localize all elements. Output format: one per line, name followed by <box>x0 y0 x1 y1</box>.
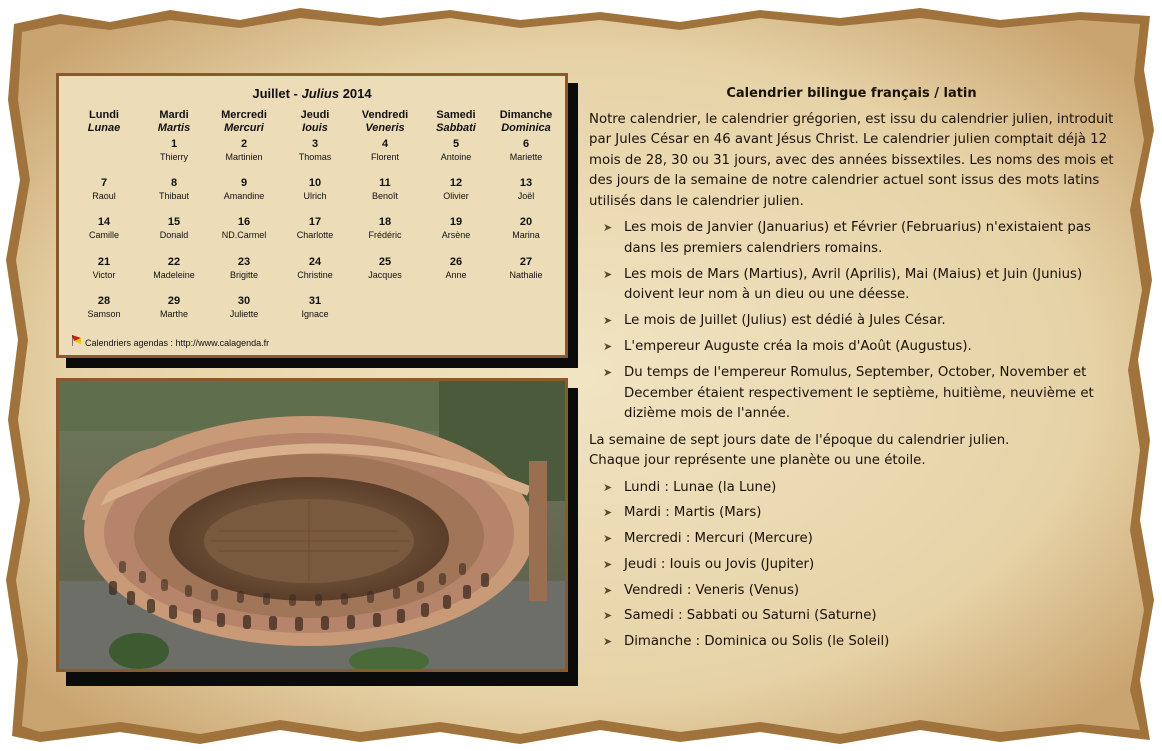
month-list <box>603 218 1114 425</box>
day-number: 15 <box>167 216 181 228</box>
week-line-2: Chaque jour représente une planète ou une étoile. <box>589 453 926 468</box>
day-number: 23 <box>237 256 251 268</box>
day-number: 6 <box>522 138 530 150</box>
day-number: 28 <box>97 295 111 307</box>
day-cell <box>208 256 280 281</box>
day-number: 21 <box>97 256 111 268</box>
arrow-bullet-icon: ➤ <box>603 557 613 571</box>
day-cell <box>68 177 140 202</box>
day-cell <box>279 256 351 281</box>
day-number: 3 <box>311 138 319 150</box>
saint-name: Florent <box>370 152 399 162</box>
arrow-bullet-icon: ➤ <box>603 314 613 327</box>
day-number: 29 <box>167 295 181 307</box>
day-cell <box>349 256 421 281</box>
day-list-item-text: Mercredi : Mercuri (Mercure) <box>624 531 813 547</box>
weekday-latin: Martis <box>157 122 191 134</box>
day-number: 4 <box>381 138 389 150</box>
weekday-header <box>68 109 140 135</box>
saint-name: Arsène <box>441 230 471 240</box>
weekday-header <box>349 109 421 135</box>
day-cell <box>68 256 140 281</box>
day-list-item-text: Mardi : Martis (Mars) <box>624 505 762 521</box>
day-cell <box>490 177 562 202</box>
calendar-frame <box>56 73 568 358</box>
day-cell <box>208 177 280 202</box>
calendar-title-year: 2014 <box>342 86 372 101</box>
day-list-item <box>603 555 1114 576</box>
day-cell <box>208 295 280 320</box>
saint-name: Olivier <box>443 191 469 201</box>
day-number: 12 <box>449 177 463 189</box>
day-cell <box>490 256 562 281</box>
saint-name: Marina <box>512 230 540 240</box>
day-cell <box>138 295 210 320</box>
arrow-bullet-icon: ➤ <box>603 532 613 546</box>
saint-name: Antoine <box>440 152 472 162</box>
day-number: 5 <box>452 138 460 150</box>
saint-name: Jacques <box>368 270 402 280</box>
calendar-title-month: Juillet - <box>252 86 298 101</box>
day-list-item <box>603 503 1114 524</box>
day-cell <box>68 295 140 320</box>
weekday-fr: Mardi <box>159 109 189 121</box>
saint-name: Thomas <box>298 152 332 162</box>
day-cell <box>279 138 351 163</box>
saint-name: Mariette <box>509 152 543 162</box>
day-cell <box>420 177 492 202</box>
saint-name: ND.Carmel <box>221 230 267 240</box>
weekday-header <box>279 109 351 135</box>
day-number: 1 <box>170 138 178 150</box>
arrow-bullet-icon: ➤ <box>603 506 613 520</box>
day-list-item <box>603 632 1114 653</box>
weekday-latin: Lunae <box>87 122 121 134</box>
day-number: 27 <box>519 256 533 268</box>
month-list-item-text: Du temps de l'empereur Romulus, September, October, November et December étaient respectivement le septième, huitième, neuvième et dizième mois de l'année. <box>624 365 1094 421</box>
saint-name: Anne <box>445 270 467 280</box>
day-cell <box>138 256 210 281</box>
day-number: 19 <box>449 216 463 228</box>
saint-name: Ulrich <box>303 191 327 201</box>
saint-name: Marthe <box>159 309 188 319</box>
day-cell <box>279 177 351 202</box>
day-cell <box>279 295 351 320</box>
day-number: 14 <box>97 216 111 228</box>
saint-name: Christine <box>297 270 333 280</box>
day-cell <box>279 216 351 241</box>
saint-name: Raoul <box>92 191 116 201</box>
day-cell <box>138 138 210 163</box>
day-cell <box>138 177 210 202</box>
weekday-latin: Veneris <box>365 122 405 134</box>
day-number: 10 <box>308 177 322 189</box>
day-cell <box>349 177 421 202</box>
day-number: 26 <box>449 256 463 268</box>
calagenda-flag-icon <box>72 335 82 346</box>
month-list-item-text: Les mois de Mars (Martius), Avril (Aprilis), Mai (Maius) et Juin (Junius) doivent leur nom à un dieu ou une déesse. <box>624 266 1083 302</box>
day-list-item <box>603 529 1114 550</box>
arrow-bullet-icon: ➤ <box>603 635 613 649</box>
day-list-item <box>603 478 1114 499</box>
day-number: 20 <box>519 216 533 228</box>
day-number: 16 <box>237 216 251 228</box>
article <box>589 84 1114 659</box>
day-number: 11 <box>379 177 391 189</box>
day-cell <box>349 216 421 241</box>
weekday-latin: Iouis <box>302 122 328 134</box>
day-cell <box>68 216 140 241</box>
weekday-header <box>490 109 562 135</box>
calendar-footer-link[interactable]: Calendriers agendas : http://www.calagenda.fr <box>85 338 270 348</box>
day-number: 24 <box>308 256 322 268</box>
week-line-1: La semaine de sept jours date de l'époque du calendrier julien. <box>589 432 1010 448</box>
day-number: 7 <box>100 177 108 189</box>
month-list-item <box>603 311 1114 332</box>
saint-name: Benoît <box>371 191 399 201</box>
day-number: 13 <box>519 177 533 189</box>
saint-name: Charlotte <box>296 230 334 240</box>
saint-name: Brigitte <box>229 270 258 280</box>
weekday-latin: Mercuri <box>224 122 264 134</box>
weekday-header <box>420 109 492 135</box>
day-cell <box>349 138 421 163</box>
month-list-item-text: Le mois de Juillet (Julius) est dédié à Jules César. <box>624 313 946 328</box>
day-number: 18 <box>378 216 392 228</box>
day-list-item <box>603 606 1114 627</box>
month-list-item <box>603 363 1114 425</box>
colosseum-image <box>56 378 568 672</box>
day-list <box>603 478 1114 653</box>
month-list-item <box>603 218 1114 259</box>
weekday-fr: Dimanche <box>499 109 553 121</box>
calendar-panel <box>56 73 568 358</box>
weekday-latin: Dominica <box>501 122 551 134</box>
weekday-header <box>208 109 280 135</box>
day-list-item-text: Vendredi : Veneris (Venus) <box>624 582 800 598</box>
weekday-fr: Mercredi <box>221 109 267 121</box>
weekday-fr: Vendredi <box>361 109 409 121</box>
saint-name: Samson <box>87 309 121 319</box>
day-list-item-text: Samedi : Sabbati ou Saturni (Saturne) <box>624 608 877 624</box>
month-list-item <box>603 337 1114 358</box>
saint-name: Madeleine <box>153 270 195 280</box>
saint-name: Camille <box>88 230 119 240</box>
arrow-bullet-icon: ➤ <box>603 583 613 597</box>
saint-name: Donald <box>159 230 189 240</box>
day-cell <box>208 138 280 163</box>
weekday-latin: Sabbati <box>436 122 476 134</box>
day-cell <box>490 216 562 241</box>
saint-name: Nathalie <box>509 270 543 280</box>
saint-name: Martinien <box>225 152 263 162</box>
calendar-title <box>59 86 565 101</box>
arrow-bullet-icon: ➤ <box>603 267 613 281</box>
day-number: 9 <box>240 177 248 189</box>
arrow-bullet-icon: ➤ <box>603 609 613 623</box>
article-title: Calendrier bilingue français / latin <box>726 86 977 101</box>
article-intro: Notre calendrier, le calendrier grégorien, est issu du calendrier julien, introduit par Jules César en 46 avant Jésus Christ. Le calendrier julien comptait déjà 12 mois de 28, 30 ou 31 jours, avec des années bissextiles. Les noms des mois et des jours de la semaine de notre calendrier actuel sont issus des mots latins utilisés dans le calendrier julien. <box>589 111 1114 209</box>
weekday-header <box>138 109 210 135</box>
saint-name: Juliette <box>229 309 259 319</box>
day-number: 30 <box>237 295 251 307</box>
saint-name: Thierry <box>159 152 188 162</box>
weekday-fr: Lundi <box>89 109 119 121</box>
weekday-fr: Samedi <box>436 109 476 121</box>
day-number: 25 <box>378 256 392 268</box>
day-list-item-text: Lundi : Lunae (la Lune) <box>624 479 777 495</box>
arrow-bullet-icon: ➤ <box>603 221 613 234</box>
day-number: 31 <box>308 295 322 307</box>
calendar-title-latin: Julius <box>301 86 340 101</box>
weekday-fr: Jeudi <box>300 109 330 121</box>
day-number: 22 <box>167 256 181 268</box>
saint-name: Frédéric <box>368 230 402 240</box>
day-list-item-text: Dimanche : Dominica ou Solis (le Soleil) <box>624 634 890 650</box>
day-cell <box>420 216 492 241</box>
day-cell <box>420 138 492 163</box>
month-list-item-text: Les mois de Janvier (Januarius) et Février (Februarius) n'existaient pas dans les premiers calendriers romains. <box>624 220 1091 256</box>
day-number: 17 <box>308 216 322 228</box>
day-cell <box>490 138 562 163</box>
month-list-item-text: L'empereur Auguste créa la mois d'Août (Augustus). <box>624 339 972 354</box>
arrow-bullet-icon: ➤ <box>603 340 613 353</box>
day-list-item <box>603 581 1114 602</box>
day-list-item-text: Jeudi : Iouis ou Jovis (Jupiter) <box>624 556 815 572</box>
day-cell <box>208 216 280 241</box>
saint-name: Joël <box>517 191 535 201</box>
day-number: 2 <box>240 138 248 150</box>
day-cell <box>138 216 210 241</box>
day-cell <box>420 256 492 281</box>
saint-name: Thibaut <box>158 191 190 201</box>
month-list-item <box>603 265 1114 306</box>
saint-name: Ignace <box>301 309 329 319</box>
arrow-bullet-icon: ➤ <box>603 366 613 379</box>
arrow-bullet-icon: ➤ <box>603 480 613 494</box>
saint-name: Amandine <box>223 191 265 201</box>
saint-name: Victor <box>92 270 116 280</box>
day-number: 8 <box>170 177 178 189</box>
